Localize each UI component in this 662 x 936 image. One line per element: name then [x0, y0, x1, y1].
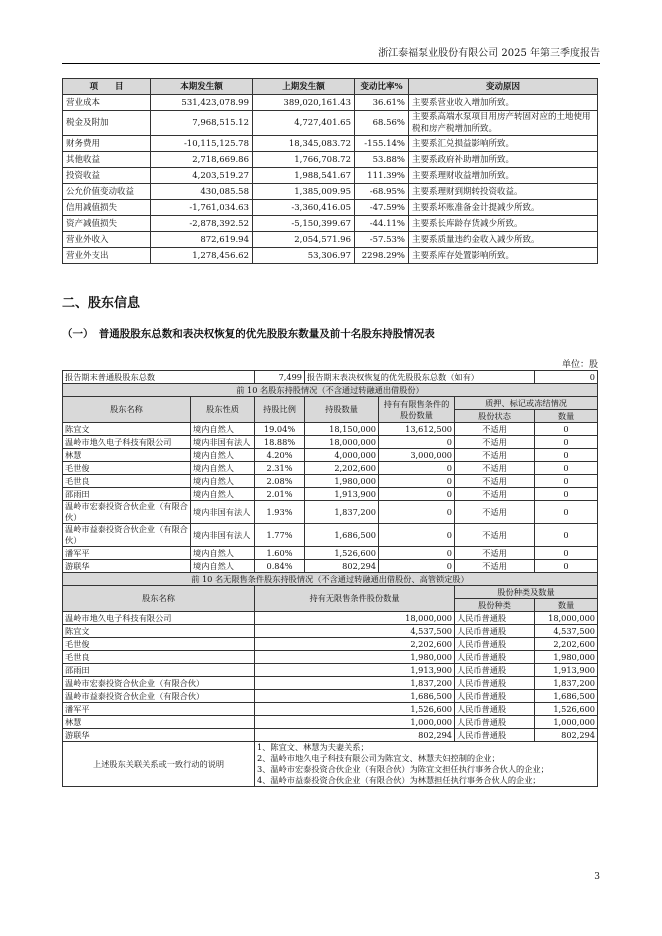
unres-name: 林慧 [63, 716, 255, 729]
ratio-cell: -57.53% [355, 232, 409, 248]
unres-name: 毛世良 [63, 651, 255, 664]
current-cell: -10,115,125.78 [151, 136, 253, 152]
holder-pledge-num: 0 [535, 524, 598, 547]
current-cell: 430,085.58 [151, 184, 253, 200]
table-row [63, 248, 598, 264]
table-row [63, 136, 598, 152]
unres-qty: 1,686,500 [255, 690, 455, 703]
holder-name: 温岭市益泰投资合伙企业（有限合伙） [63, 524, 191, 547]
holder-ratio: 1.93% [255, 501, 305, 524]
page-header: 浙江泰福泵业股份有限公司 2025 年第三季度报告 [378, 48, 600, 59]
current-cell: 872,619.94 [151, 232, 253, 248]
previous-cell: 1,988,541.67 [253, 168, 355, 184]
reason-cell: 主要系政府补助增加所致。 [409, 152, 598, 168]
unres-num: 1,980,000 [535, 651, 598, 664]
holder-qty: 1,526,600 [305, 547, 379, 560]
table-row [63, 475, 598, 488]
holder-name: 温岭市宏泰投资合伙企业（有限合伙） [63, 501, 191, 524]
unres-type: 人民币普通股 [455, 716, 535, 729]
holder-restricted: 0 [379, 475, 455, 488]
holder-name: 陈宜文 [63, 423, 191, 436]
previous-cell: -5,150,399.67 [253, 216, 355, 232]
unres-num: 802,294 [535, 729, 598, 742]
unres-qty: 18,000,000 [255, 612, 455, 625]
table-row [63, 560, 598, 573]
ratio-cell: -47.59% [355, 200, 409, 216]
unres-num: 1,526,600 [535, 703, 598, 716]
item-cell: 营业外支出 [63, 248, 151, 264]
unres-name: 温岭市宏泰投资合伙企业（有限合伙） [63, 677, 255, 690]
holder-qty: 18,000,000 [305, 436, 379, 449]
holder-pledge-num: 0 [535, 462, 598, 475]
item-cell: 公允价值变动收益 [63, 184, 151, 200]
page-number: 3 [594, 872, 600, 882]
col-current: 本期发生额 [151, 79, 253, 95]
current-cell: 531,423,078.99 [151, 95, 253, 111]
item-cell: 营业成本 [63, 95, 151, 111]
holder-nature: 境内自然人 [191, 462, 255, 475]
previous-cell: 1,385,009.95 [253, 184, 355, 200]
current-cell: -2,878,392.52 [151, 216, 253, 232]
holder-pledge-num: 0 [535, 475, 598, 488]
table-row [63, 488, 598, 501]
section-title: 二、股东信息 [62, 296, 141, 311]
item-cell: 税金及附加 [63, 111, 151, 136]
holder-restricted: 3,000,000 [379, 449, 455, 462]
table-row [63, 524, 598, 547]
previous-cell: 18,345,083.72 [253, 136, 355, 152]
holder-restricted: 0 [379, 501, 455, 524]
holder-nature: 境内非国有法人 [191, 501, 255, 524]
holder-ratio: 1.77% [255, 524, 305, 547]
item-cell: 资产减值损失 [63, 216, 151, 232]
previous-cell: -3,360,416.05 [253, 200, 355, 216]
table-row [63, 690, 598, 703]
holder-ratio: 1.60% [255, 547, 305, 560]
note-line: 2、温岭市地久电子科技有限公司为陈宜文、林慧夫妇控制的企业； [257, 753, 500, 763]
unres-num: 1,837,200 [535, 677, 598, 690]
table-row [63, 232, 598, 248]
table-row [63, 111, 598, 136]
top10-title: 前 10 名股东持股情况（不含通过转融通出借股份） [63, 384, 598, 397]
h-ratio: 持股比例 [255, 397, 305, 423]
h-nature: 股东性质 [191, 397, 255, 423]
table-row [63, 168, 598, 184]
item-cell: 营业外收入 [63, 232, 151, 248]
holder-nature: 境内非国有法人 [191, 524, 255, 547]
holder-pledge-num: 0 [535, 449, 598, 462]
unres-qty: 1,000,000 [255, 716, 455, 729]
shareholder-table [62, 370, 598, 787]
holder-status: 不适用 [455, 488, 535, 501]
item-cell: 财务费用 [63, 136, 151, 152]
holder-qty: 802,294 [305, 560, 379, 573]
item-cell: 其他收益 [63, 152, 151, 168]
table-row [63, 547, 598, 560]
holder-status: 不适用 [455, 449, 535, 462]
unres-name: 邵雨田 [63, 664, 255, 677]
unres-name: 陈宜文 [63, 625, 255, 638]
holder-restricted: 0 [379, 462, 455, 475]
holder-qty: 4,000,000 [305, 449, 379, 462]
table-header-row [63, 79, 598, 95]
h-status: 股份状态 [455, 410, 535, 423]
total-holders-value: 7,499 [255, 371, 305, 384]
pref-holders-value: 0 [535, 371, 598, 384]
holder-ratio: 18.88% [255, 436, 305, 449]
col-reason: 变动原因 [409, 79, 598, 95]
current-cell: 7,968,515.12 [151, 111, 253, 136]
previous-cell: 53,306.97 [253, 248, 355, 264]
previous-cell: 1,766,708.72 [253, 152, 355, 168]
ratio-cell: -155.14% [355, 136, 409, 152]
table-row [63, 729, 598, 742]
previous-cell: 389,020,161.43 [253, 95, 355, 111]
income-change-table [62, 78, 598, 264]
item-cell: 投资收益 [63, 168, 151, 184]
ratio-cell: 111.39% [355, 168, 409, 184]
h-restricted: 持有有限售条件的股份数量 [379, 397, 455, 423]
unres-type: 人民币普通股 [455, 625, 535, 638]
holder-ratio: 2.08% [255, 475, 305, 488]
unres-qty: 4,537,500 [255, 625, 455, 638]
ratio-cell: 2298.29% [355, 248, 409, 264]
holder-status: 不适用 [455, 560, 535, 573]
reason-cell: 主要系质量违约金收入减少所致。 [409, 232, 598, 248]
holder-qty: 1,913,900 [305, 488, 379, 501]
current-cell: 2,718,669.86 [151, 152, 253, 168]
unres-qty: 1,913,900 [255, 664, 455, 677]
holder-pledge-num: 0 [535, 436, 598, 449]
unit-label: 单位：股 [561, 360, 598, 370]
header-rule [62, 63, 600, 64]
table-row [63, 184, 598, 200]
holder-pledge-num: 0 [535, 547, 598, 560]
holder-pledge-num: 0 [535, 488, 598, 501]
note-line: 4、温岭市益泰投资合伙企业（有限合伙）为林慧担任执行事务合伙人的企业； [257, 775, 541, 785]
unres-type: 人民币普通股 [455, 612, 535, 625]
holder-pledge-num: 0 [535, 423, 598, 436]
holder-qty: 2,202,600 [305, 462, 379, 475]
reason-cell: 主要系高端水泵项目用房产转固对应的土地使用税和房产税增加所致。 [409, 111, 598, 136]
table-row [63, 95, 598, 111]
uh-name: 股东名称 [63, 586, 255, 612]
unres-name: 毛世俊 [63, 638, 255, 651]
table-row [63, 664, 598, 677]
holder-ratio: 0.84% [255, 560, 305, 573]
current-cell: -1,761,034.63 [151, 200, 253, 216]
holder-restricted: 0 [379, 524, 455, 547]
uh-num: 数量 [535, 599, 598, 612]
holder-name: 林慧 [63, 449, 191, 462]
holder-status: 不适用 [455, 475, 535, 488]
unres-num: 2,202,600 [535, 638, 598, 651]
reason-cell: 主要系理财收益增加所致。 [409, 168, 598, 184]
h-num: 数量 [535, 410, 598, 423]
unres-type: 人民币普通股 [455, 677, 535, 690]
table-row [63, 677, 598, 690]
unres-qty: 1,980,000 [255, 651, 455, 664]
unres-name: 游联华 [63, 729, 255, 742]
holder-nature: 境内自然人 [191, 488, 255, 501]
holder-qty: 1,686,500 [305, 524, 379, 547]
unres-type: 人民币普通股 [455, 729, 535, 742]
holder-restricted: 0 [379, 547, 455, 560]
note-label: 上述股东关联关系或一致行动的说明 [63, 742, 255, 787]
unres-qty: 2,202,600 [255, 638, 455, 651]
holder-ratio: 4.20% [255, 449, 305, 462]
table-row [63, 716, 598, 729]
ratio-cell: 36.61% [355, 95, 409, 111]
unres-type: 人民币普通股 [455, 690, 535, 703]
col-previous: 上期发生额 [253, 79, 355, 95]
table-row [63, 200, 598, 216]
holder-status: 不适用 [455, 547, 535, 560]
holder-restricted: 0 [379, 560, 455, 573]
holder-status: 不适用 [455, 423, 535, 436]
reason-cell: 主要系理财到期转投资收益。 [409, 184, 598, 200]
holder-status: 不适用 [455, 524, 535, 547]
uh-qty: 持有无限售条件股份数量 [255, 586, 455, 612]
table-row [63, 216, 598, 232]
item-cell: 信用减值损失 [63, 200, 151, 216]
unres-qty: 1,526,600 [255, 703, 455, 716]
holder-name: 温岭市地久电子科技有限公司 [63, 436, 191, 449]
table-row [63, 449, 598, 462]
uh-kind: 股份种类及数量 [455, 586, 598, 599]
holder-nature: 境内自然人 [191, 449, 255, 462]
reason-cell: 主要系长库龄存货减少所致。 [409, 216, 598, 232]
table-row [63, 436, 598, 449]
holder-ratio: 19.04% [255, 423, 305, 436]
unres-name: 潘军平 [63, 703, 255, 716]
holder-nature: 境内自然人 [191, 560, 255, 573]
unres-name: 温岭市地久电子科技有限公司 [63, 612, 255, 625]
previous-cell: 4,727,401.65 [253, 111, 355, 136]
subsection-title: （一） 普通股股东总数和表决权恢复的优先股股东数量及前十名股东持股情况表 [62, 328, 435, 340]
ratio-cell: 53.88% [355, 152, 409, 168]
table-row [63, 638, 598, 651]
holder-restricted: 0 [379, 436, 455, 449]
holder-name: 毛世俊 [63, 462, 191, 475]
holder-name: 游联华 [63, 560, 191, 573]
unres-qty: 1,837,200 [255, 677, 455, 690]
unres-num: 1,000,000 [535, 716, 598, 729]
col-item: 项 目 [63, 79, 151, 95]
ratio-cell: -68.95% [355, 184, 409, 200]
holder-name: 毛世良 [63, 475, 191, 488]
unres-num: 18,000,000 [535, 612, 598, 625]
table-row [63, 462, 598, 475]
table-row [63, 152, 598, 168]
unres-num: 4,537,500 [535, 625, 598, 638]
holder-name: 潘军平 [63, 547, 191, 560]
table-row [63, 612, 598, 625]
note-line: 3、温岭市宏泰投资合伙企业（有限合伙）为陈宜文担任执行事务合伙人的企业； [257, 764, 549, 774]
holder-status: 不适用 [455, 462, 535, 475]
holder-status: 不适用 [455, 436, 535, 449]
unres-qty: 802,294 [255, 729, 455, 742]
reason-cell: 主要系营业收入增加所致。 [409, 95, 598, 111]
holder-name: 邵雨田 [63, 488, 191, 501]
table-row [63, 501, 598, 524]
reason-cell: 主要系汇兑损益影响所致。 [409, 136, 598, 152]
holder-pledge-num: 0 [535, 560, 598, 573]
holder-nature: 境内自然人 [191, 475, 255, 488]
table-row [63, 625, 598, 638]
pref-holders-label: 报告期末表决权恢复的优先股股东总数（如有） [305, 371, 535, 384]
h-pledge: 质押、标记或冻结情况 [455, 397, 598, 410]
reason-cell: 主要系坏账准备金计提减少所致。 [409, 200, 598, 216]
current-cell: 4,203,519.27 [151, 168, 253, 184]
table-row [63, 703, 598, 716]
holder-status: 不适用 [455, 501, 535, 524]
table-row [63, 423, 598, 436]
current-cell: 1,278,456.62 [151, 248, 253, 264]
h-name: 股东名称 [63, 397, 191, 423]
uh-type: 股份种类 [455, 599, 535, 612]
unres-name: 温岭市益泰投资合伙企业（有限合伙） [63, 690, 255, 703]
holder-ratio: 2.31% [255, 462, 305, 475]
unres-num: 1,686,500 [535, 690, 598, 703]
unres-type: 人民币普通股 [455, 638, 535, 651]
unres-type: 人民币普通股 [455, 651, 535, 664]
table-row [63, 651, 598, 664]
holder-qty: 18,150,000 [305, 423, 379, 436]
total-holders-label: 报告期末普通股股东总数 [63, 371, 255, 384]
unres-type: 人民币普通股 [455, 703, 535, 716]
holder-restricted: 13,612,500 [379, 423, 455, 436]
ratio-cell: -44.11% [355, 216, 409, 232]
unrestricted-title: 前 10 名无限售条件股东持股情况（不含通过转融通出借股份、高管锁定股） [63, 573, 598, 586]
holder-nature: 境内自然人 [191, 423, 255, 436]
holder-pledge-num: 0 [535, 501, 598, 524]
note-text [255, 742, 598, 787]
holder-nature: 境内非国有法人 [191, 436, 255, 449]
holder-qty: 1,980,000 [305, 475, 379, 488]
holder-ratio: 2.01% [255, 488, 305, 501]
ratio-cell: 68.56% [355, 111, 409, 136]
h-qty: 持股数量 [305, 397, 379, 423]
unres-type: 人民币普通股 [455, 664, 535, 677]
note-line: 1、陈宜文、林慧为夫妻关系； [257, 742, 369, 752]
holder-nature: 境内自然人 [191, 547, 255, 560]
holder-restricted: 0 [379, 488, 455, 501]
previous-cell: 2,054,571.96 [253, 232, 355, 248]
reason-cell: 主要系库存处置影响所致。 [409, 248, 598, 264]
col-ratio: 变动比率% [355, 79, 409, 95]
holder-qty: 1,837,200 [305, 501, 379, 524]
unres-num: 1,913,900 [535, 664, 598, 677]
